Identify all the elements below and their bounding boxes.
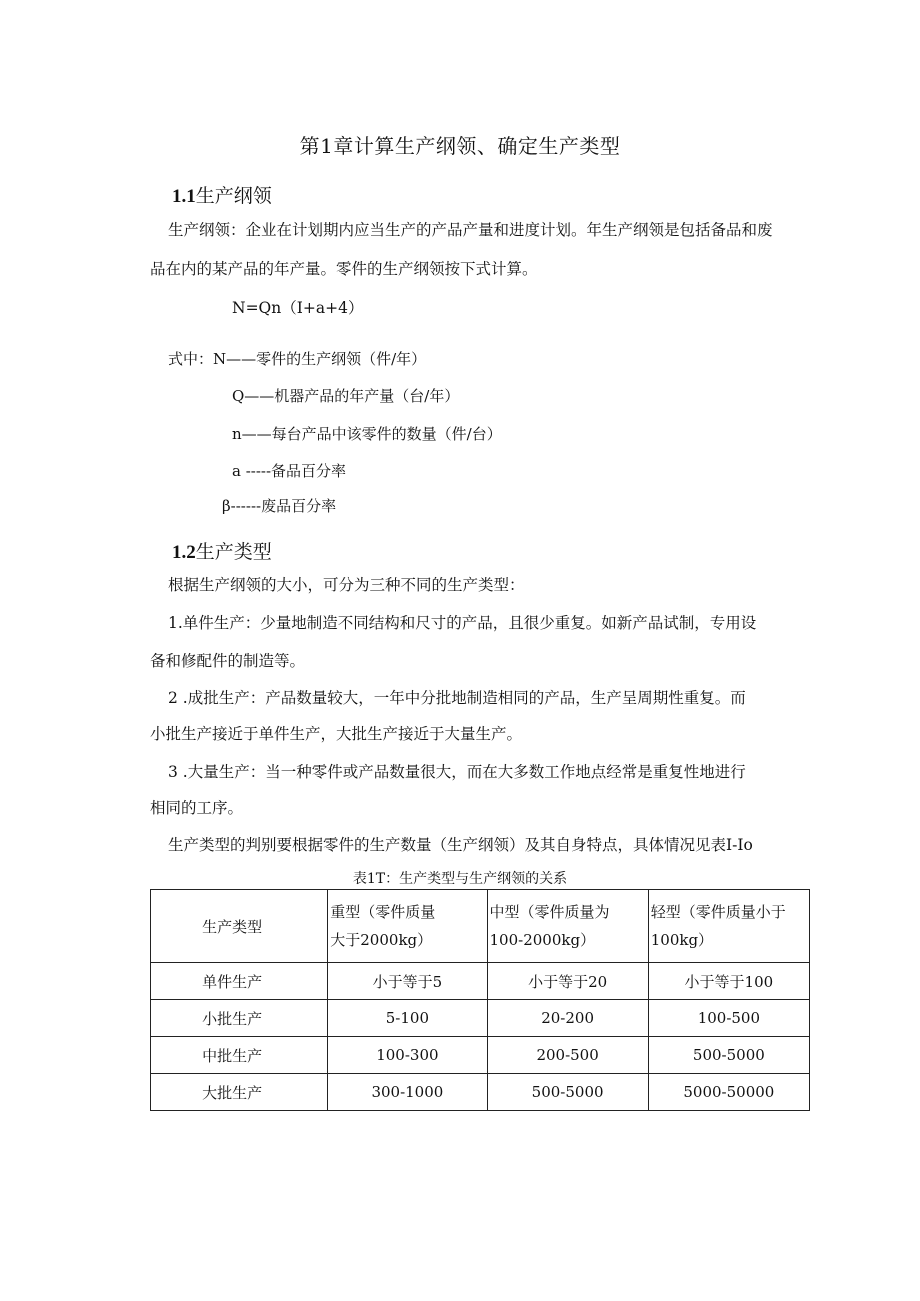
- section-number: 1.1: [172, 186, 196, 207]
- section-heading-1-2: [172, 537, 272, 564]
- paragraph-line: 相同的工序。: [150, 799, 244, 817]
- table-cell: 单件生产: [151, 963, 328, 1000]
- table-cell: 200-500: [487, 1037, 648, 1074]
- header-cell: [328, 890, 487, 963]
- header-line: 100kg）: [650, 931, 714, 949]
- paragraph-line: 小批生产接近于单件生产，大批生产接近于大量生产。: [150, 725, 523, 743]
- section-number: 1.2: [172, 542, 196, 563]
- table-cell: 小于等于5: [328, 963, 487, 1000]
- header-cell: 生产类型: [151, 890, 328, 963]
- table-caption: 表1T：生产类型与生产纲领的关系: [352, 871, 568, 887]
- table-cell: 100-300: [328, 1037, 487, 1074]
- section-title: 生产纲领: [195, 185, 272, 207]
- table-cell: 大批生产: [151, 1074, 328, 1111]
- paragraph-line: 1.单件生产：少量地制造不同结构和尺寸的产品，且很少重复。如新产品试制，专用设: [168, 614, 757, 632]
- table-cell: 300-1000: [328, 1074, 487, 1111]
- table-row: [151, 1000, 810, 1037]
- header-line: 重型（零件质量: [330, 903, 436, 921]
- header-line: 大于2000kg）: [330, 931, 433, 949]
- table-cell: 小批生产: [151, 1000, 328, 1037]
- table-header-row: [151, 890, 810, 963]
- table-cell: 5-100: [328, 1000, 487, 1037]
- paragraph-line: 3 .大量生产：当一种零件或产品数量很大，而在大多数工作地点经常是重复性地进行: [168, 763, 746, 781]
- header-line: 中型（零件质量为: [489, 903, 610, 921]
- paragraph-line: 根据生产纲领的大小，可分为三种不同的生产类型：: [168, 576, 525, 594]
- header-cell: [487, 890, 648, 963]
- production-type-table: [150, 889, 810, 1111]
- table-cell: 20-200: [487, 1000, 648, 1037]
- definition-line: a -----备品百分率: [232, 462, 347, 480]
- paragraph-line: 品在内的某产品的年产量。零件的生产纲领按下式计算。: [150, 260, 538, 278]
- table-cell: 500-5000: [648, 1037, 809, 1074]
- paragraph-line: 生产类型的判别要根据零件的生产数量（生产纲领）及其自身特点，具体情况见表I-Io: [168, 836, 753, 854]
- formula: N=Qn（I+a+4）: [232, 299, 364, 317]
- paragraph-line: 生产纲领：企业在计划期内应当生产的产品产量和进度计划。年生产纲领是包括备品和废: [168, 221, 773, 239]
- header-line: 轻型（零件质量小于: [650, 903, 786, 921]
- paragraph-line: 备和修配件的制造等。: [150, 652, 306, 670]
- table-cell: 100-500: [648, 1000, 809, 1037]
- table-row: [151, 963, 810, 1000]
- chapter-title: 第1章计算生产纲领、确定生产类型: [299, 134, 621, 158]
- table-cell: 中批生产: [151, 1037, 328, 1074]
- table-row: [151, 1037, 810, 1074]
- definition-line: β------废品百分率: [222, 497, 337, 515]
- table-row: [151, 1074, 810, 1111]
- header-line: 100-2000kg）: [489, 931, 596, 949]
- definition-line: 式中：N——零件的生产纲领（件/年）: [168, 350, 427, 368]
- definition-line: n——每台产品中该零件的数量（件/台）: [232, 425, 502, 443]
- table-cell: 小于等于20: [487, 963, 648, 1000]
- table-cell: 500-5000: [487, 1074, 648, 1111]
- header-cell: [648, 890, 809, 963]
- table-cell: 小于等于100: [648, 963, 809, 1000]
- definition-line: Q——机器产品的年产量（台/年）: [232, 387, 460, 405]
- section-title: 生产类型: [195, 541, 272, 563]
- section-heading-1-1: [172, 181, 272, 208]
- paragraph-line: 2 .成批生产：产品数量较大，一年中分批地制造相同的产品，生产呈周期性重复。而: [168, 689, 746, 707]
- table-cell: 5000-50000: [648, 1074, 809, 1111]
